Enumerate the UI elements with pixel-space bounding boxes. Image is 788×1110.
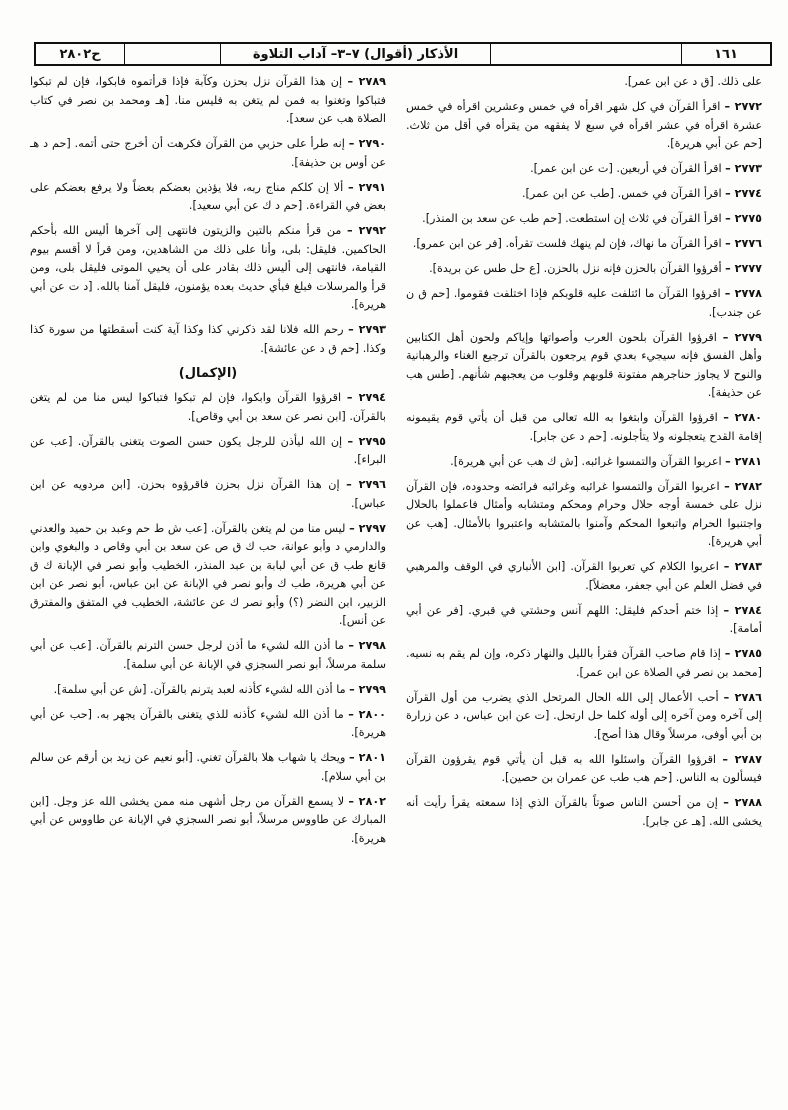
hadith-text: إنه طرأ على حزبي من القرآن فكرهت أن أخرج حتى أتمه. [حم د هـ عن أوس بن حذيفة]. — [30, 137, 386, 169]
hadith-number: ٢٧٨٤ – — [723, 603, 762, 617]
hadith-number: ٢٧٨٠ – — [723, 411, 762, 424]
page-header — [34, 42, 772, 66]
hadith-entry — [406, 794, 762, 831]
hadith-number: ٢٧٧٦ – — [725, 237, 762, 250]
hadith-entry — [30, 637, 386, 674]
hadith-number: ٢٧٧٥ – — [725, 212, 762, 225]
hadith-text: اقرؤوا القرآن بلحون العرب وأصواتها وإياكم ولحون أهل الكتابين وأهل الفسق فإنه سيجيء بعدي قوم يرجعون بالقرآن ترجيع الغناء والرهبانية والنوح لا يجاوز حناجرهم مفتونة قلوبهم وقلوب من يعجبهم شأنهم. [طس هب عن حذيفة]. — [406, 330, 762, 399]
hadith-entry — [406, 329, 762, 403]
hadith-entry — [30, 476, 386, 513]
hadith-number: ٢٨٠٠ – — [348, 707, 386, 721]
hadith-number: ٢٧٩٣ – — [348, 323, 386, 336]
hadith-text: رحم الله فلانا لقد ذكرني كذا وكذا آية كنت أسقطتها من سورة كذا وكذا. [حم ق د عن عائشة]. — [30, 323, 386, 355]
hadith-text: إن هذا القرآن نزل بحزن وكآبة فإذا قرأتموه فابكوا، فإن لم تبكوا فتباكوا وتغنوا به فمن لم يتغن به فليس منا. [هـ ومحمد بن نصر في كتاب الصلاة هب عن سعد]. — [30, 75, 386, 125]
hadith-number: ٢٧٧٢ – — [724, 100, 762, 113]
hadith-text: اقرأ القرآن في ثلاث إن استطعت. [حم طب عن سعد بن المنذر]. — [422, 212, 722, 225]
hadith-text: أحب الأعمال إلى الله الحال المرتحل الذي يضرب من أول القرآن إلى آخره ومن آخره إلى أوله كلما حل ارتحل. [ت عن ابن عباس، د عن زرارة بن أبي أوفى، مرسلاً وقال هذا أصح]. — [406, 690, 762, 741]
hadith-text: لا يسمع القرآن من رجل أشهى منه ممن يخشى الله عز وجل. [ابن المبارك عن طاووس مرسلاً، أبو نصر السجزي في الإبانة عن طاووس عن أبي هريرة]. — [30, 794, 386, 845]
hadith-entry — [30, 681, 386, 700]
hadith-text: اقرؤوا القرآن وابكوا، فإن لم تبكوا فتباكوا ليس منا من لم يتغن بالقرآن. [ابن نصر عن سعد بن أبي وقاص]. — [30, 391, 386, 423]
hadith-number: ٢٧٨٢ – — [724, 479, 762, 493]
hadith-number: ٢٧٩٢ – — [347, 224, 386, 237]
hadith-entry — [406, 285, 762, 322]
hadith-number: ٢٧٧٨ – — [724, 287, 762, 300]
hadith-text: ما أذن الله لشيء كأذنه لعبد يترنم بالقرآن. [ش عن أبي سلمة]. — [53, 682, 346, 696]
hadith-text: اعربوا القرآن والتمسوا غرائبه وغرائبه فرائضه وحدوده، فإن القرآن نزل على خمسة أوجه حلال وحرام ومحكم ومتشابه وأمثال فاعملوا بالحلال واجتنبوا الحرام واتبعوا المحكم وآمنوا بالمتشابه واعتبروا بالأمثال. [هب عن أبي هريرة]. — [406, 479, 762, 548]
page-number: ١٦١ — [681, 44, 770, 64]
hadith-text: اعربوا القرآن والتمسوا غرائبه. [ش ك هب عن أبي هريرة]. — [450, 454, 722, 468]
hadith-number: ٢٧٩٠ – — [348, 137, 386, 150]
hadith-entry — [30, 179, 386, 216]
hadith-entry — [30, 433, 386, 470]
hadith-number: ٢٧٨٥ – — [724, 647, 762, 660]
hadith-number: ٢٧٩٤ – — [346, 391, 386, 404]
hadith-text: إن هذا القرآن نزل بحزن فاقرؤوه بحزن. [ابن مردويه عن ابن عباس]. — [30, 478, 386, 510]
hadith-text: إذا ختم أحدكم فليقل: اللهم آنس وحشتي في قبري. [فر عن أبي أمامة]. — [406, 603, 762, 635]
hadith-number: ٢٨٠١ – — [349, 751, 386, 764]
hadith-text: اقرأ القرآن في كل شهر اقرأه في خمس وعشرين اقرأه في خمس عشرة اقرأه في عشر اقرأه في سبع لا يفقهه من يقرأه في أقل من ثلاث. [حم عن أبي هريرة]. — [406, 100, 762, 150]
hadith-text: ويحك يا شهاب هلا بالقرآن تغني. [أبو نعيم عن زيد بن أرقم عن سالم بن أبي سلام]. — [30, 751, 386, 783]
hadith-number: ٢٧٨٧ – — [722, 752, 762, 766]
hadith-entry — [406, 160, 762, 179]
hadith-entry — [406, 602, 762, 639]
hadith-entry — [406, 689, 762, 745]
hadith-entry — [406, 73, 762, 92]
hadith-text: اقرأ القرآن ما نهاك، فإن لم ينهك فلست تقرأه. [فر عن ابن عمرو]. — [412, 237, 722, 250]
hadith-text: ما أذن الله لشيء ما أذن لرجل حسن الترنم بالقرآن. [عب عن أبي سلمة مرسلاً، أبو نصر السجزي في الإبانة عن أبي سلمة]. — [30, 639, 386, 671]
hadith-entry — [406, 645, 762, 682]
hadith-number: ٢٨٠٢ – — [348, 794, 386, 808]
hadith-entry — [406, 185, 762, 204]
section-title: (الإكمال) — [178, 365, 238, 381]
hadith-number: ٢٧٨٩ – — [347, 75, 386, 88]
hadith-number: ٢٧٨٣ – — [723, 560, 762, 573]
hadith-entry — [406, 260, 762, 279]
hadith-text: على ذلك. [ق د عن ابن عمر]. — [624, 75, 762, 88]
hadith-number: ٢٧٩٨ – — [348, 639, 386, 652]
hadith-entry — [30, 389, 386, 426]
hadith-entry — [30, 73, 386, 129]
hadith-text: إن الله ليأذن للرجل يكون حسن الصوت يتغنى بالقرآن. [عب عن البراء]. — [30, 434, 386, 466]
hadith-entry — [406, 235, 762, 254]
hadith-entry — [30, 135, 386, 172]
hadith-number: ٢٧٨٦ – — [723, 690, 762, 704]
hadith-text: إن من أحسن الناس صوتاً بالقرآن الذي إذا سمعته يقرأ رأيت أنه يخشى الله. [هـ عن جابر]. — [406, 796, 762, 828]
hadith-entry — [406, 409, 762, 446]
running-title: الأذكار (أقوال) ٧–٣– آداب التلاوة — [220, 44, 490, 64]
hadith-text: ألا إن كلكم مناج ربه، فلا يؤذين بعضكم بعضاً ولا يرفع بعضكم على بعض في القراءة. [حم د ك عن أبي سعيد]. — [30, 180, 386, 212]
hadith-range: ح٢٨٠٢ — [59, 46, 101, 62]
hadith-number: ٢٧٩٩ – — [349, 682, 386, 696]
right-column — [406, 73, 762, 838]
header-spacer — [490, 44, 681, 64]
hadith-number: ٢٧٧٤ – — [725, 187, 762, 200]
hadith-text: إذا قام صاحب القرآن فقرأ بالليل والنهار ذكره، وإن لم يقم به نسيه. [محمد بن نصر في الصلاة عن ابن عمر]. — [406, 647, 762, 679]
hadith-entry — [406, 210, 762, 229]
hadith-text: من قرأ منكم بالتين والزيتون فانتهى إلى آخرها أليس الله بأحكم الحاكمين. فليقل: بلى، وأنا على ذلك من الشاهدين، ومن قرأ لا أقسم بيوم القيامة، فانتهى إلى أليس ذلك بقادر على أن يحيي الموتى فليقل بلى، ومن قرأ والمرسلات فبلغ فبأي حديث بعده يؤمنون، فليقل آمنا بالله. [د ت عن أبي هريرة]. — [30, 224, 386, 311]
hadith-entry — [406, 558, 762, 595]
hadith-number: ٢٧٩١ – — [348, 180, 386, 194]
header-spacer — [124, 44, 220, 64]
hadith-entry — [30, 706, 386, 743]
hadith-text: اقرؤوا القرآن وابتغوا به الله تعالى من قبل أن يأتي قوم يقيمونه إقامة القدح يتعجلونه ولا يتأجلونه. [حم د عن جابر]. — [406, 411, 762, 443]
hadith-text: أقرؤوا القرآن بالحزن فإنه نزل بالحزن. [ع حل طس عن بريدة]. — [429, 262, 722, 275]
hadith-text: اقرؤوا القرآن واسئلوا الله به قبل أن يأتي قوم يقرؤون القرآن فيسألون به الناس. [حم هب طب عن عمران بن حصين]. — [406, 752, 762, 784]
hadith-number: ٢٧٧٣ – — [725, 162, 762, 175]
hadith-number: ٢٧٧٧ – — [725, 262, 762, 275]
left-column — [30, 73, 386, 855]
hadith-text: اقرؤوا القرآن ما ائتلفت عليه قلوبكم فإذا اختلفت فقوموا. [حم ق ن عن جندب]. — [406, 287, 762, 319]
hadith-text: ما أذن الله لشيء كأذنه للذي يتغنى بالقرآن يجهر به. [حب عن أبي هريرة]. — [30, 707, 386, 739]
hadith-entry — [406, 478, 762, 552]
hadith-entry — [30, 520, 386, 631]
hadith-number: ٢٧٩٥ – — [347, 434, 386, 448]
hadith-entry — [406, 751, 762, 788]
hadith-number: ٢٧٧٩ – — [722, 330, 762, 344]
hadith-number: ٢٧٨١ – — [725, 454, 762, 468]
hadith-number: ٢٧٨٨ – — [723, 796, 762, 809]
hadith-entry — [30, 793, 386, 849]
hadith-text: اعربوا الكلام كي تعربوا القرآن. [ابن الأنباري في الوقف والمرهبي في فضل العلم عن أبي جعفر، معضلاً]. — [406, 560, 762, 592]
hadith-entry — [30, 749, 386, 786]
hadith-entry — [406, 98, 762, 154]
hadith-text: اقرأ القرآن في خمس. [طب عن ابن عمر]. — [522, 187, 722, 200]
hadith-number: ٢٧٩٦ – — [346, 478, 386, 491]
hadith-number: ٢٧٩٧ – — [349, 521, 386, 535]
hadith-text: ليس منا من لم يتغن بالقرآن. [عب ش ط حم وعبد بن حميد والعدني والدارمي د وأبو عوانة، حب ك ق ص عن سعد بن أبي وقاص د والبغوي وابن قانع طب ق عن أبي لبابة بن عبد المنذر، الخطيب وأبو نصر في الإبانة ك ق عن أبي هريرة، طب ك وأبو نصر في الإبانة عن ابن عباس، أبو نصر عن ابن الزبير، ابن النضر (؟) وأبو نصر ك عن عائشة، الخطيب في المتفق والمفترق عن أنس]. — [30, 521, 386, 627]
hadith-text: اقرأ القرآن في أربعين. [ت عن ابن عمر]. — [530, 162, 722, 175]
hadith-entry — [406, 453, 762, 472]
hadith-entry — [30, 222, 386, 315]
hadith-entry — [30, 321, 386, 358]
